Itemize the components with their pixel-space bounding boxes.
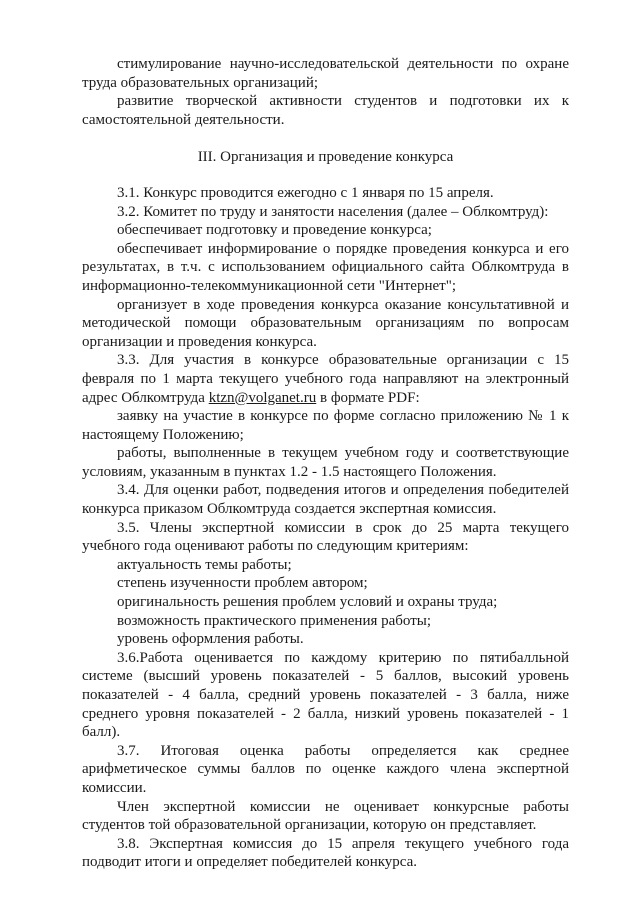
paragraph-3-2-item-3: организует в ходе проведения конкурса оказание консультативной и методической помощи образовательным организациям по вопросам организации и проведения конкурса. <box>82 296 569 350</box>
criterion-2: степень изученности проблем автором; <box>117 575 368 592</box>
paragraph-top-2: развитие творческой активности студентов и подготовки их к самостоятельной деятельности. <box>82 93 569 128</box>
criterion-1: актуальность темы работы; <box>117 556 292 573</box>
paragraph-3-3: 3.3. Для участия в конкурсе образовательные организации с 15 февраля по 1 марта текущего учебного года направляют на электронный адрес Облкомтруда ktzn@volganet.ru в формате PDF: <box>82 352 569 406</box>
paragraph-3-2: 3.2. Комитет по труду и занятости населения (далее – Облкомтруд): <box>117 203 549 220</box>
criterion-5: уровень оформления работы. <box>117 631 304 648</box>
criterion-4: возможность практического применения работы; <box>117 612 432 629</box>
paragraph-3-3-item-1: заявку на участие в конкурсе по форме согласно приложению № 1 к настоящему Положению; <box>82 408 569 443</box>
section-heading: III. Организация и проведение конкурса <box>197 149 454 166</box>
paragraph-3-3-item-2: работы, выполненные в текущем учебном году и соответствующие условиям, указанным в пунктах 1.2 - 1.5 настоящего Положения. <box>82 445 569 480</box>
paragraph-3-5: 3.5. Члены экспертной комиссии в срок до 25 марта текущего учебного года оценивают работы по следующим критериям: <box>82 519 569 555</box>
paragraph-3-1: 3.1. Конкурс проводится ежегодно с 1 января по 15 апреля. <box>117 184 494 201</box>
paragraph-3-6: 3.6.Работа оценивается по каждому критерию по пятибалльной системе (высший уровень показателей - 5 баллов, высокий уровень показателей - 4 балла, средний уровень показателей - 3 балла, ниже среднего уровня показателей - 2 балла, низкий уровень показателей - 1 балл). <box>82 649 569 741</box>
email-link[interactable]: ktzn@volganet.ru <box>208 389 317 406</box>
paragraph-3-4: 3.4. Для оценки работ, подведения итогов и определения победителей конкурса приказом Облкомтруда создается экспертная комиссия. <box>82 482 569 518</box>
paragraph-3-2-item-1: обеспечивает подготовку и проведение конкурса; <box>117 222 432 239</box>
document-page <box>82 55 569 872</box>
criterion-3: оригинальность решения проблем условий и охраны труда; <box>117 594 498 611</box>
paragraph-3-8: 3.8. Экспертная комиссия до 15 апреля текущего учебного года подводит итоги и определяет победителей конкурса. <box>82 835 569 871</box>
paragraph-3-2-item-2: обеспечивает информирование о порядке проведения конкурса и его результатах, в т.ч. с использованием официального сайта Облкомтруда в информационно-телекоммуникационной сети "Интернет"; <box>82 240 569 294</box>
paragraph-3-7-note: Член экспертной комиссии не оценивает конкурсные работы студентов той образовательной организации, которую он представляет. <box>82 798 569 834</box>
paragraph-3-7: 3.7. Итоговая оценка работы определяется как среднее арифметическое суммы баллов по оценке каждого члена экспертной комиссии. <box>82 742 569 796</box>
paragraph-top-1: стимулирование научно-исследовательской деятельности по охране труда образовательных организаций; <box>82 56 569 91</box>
